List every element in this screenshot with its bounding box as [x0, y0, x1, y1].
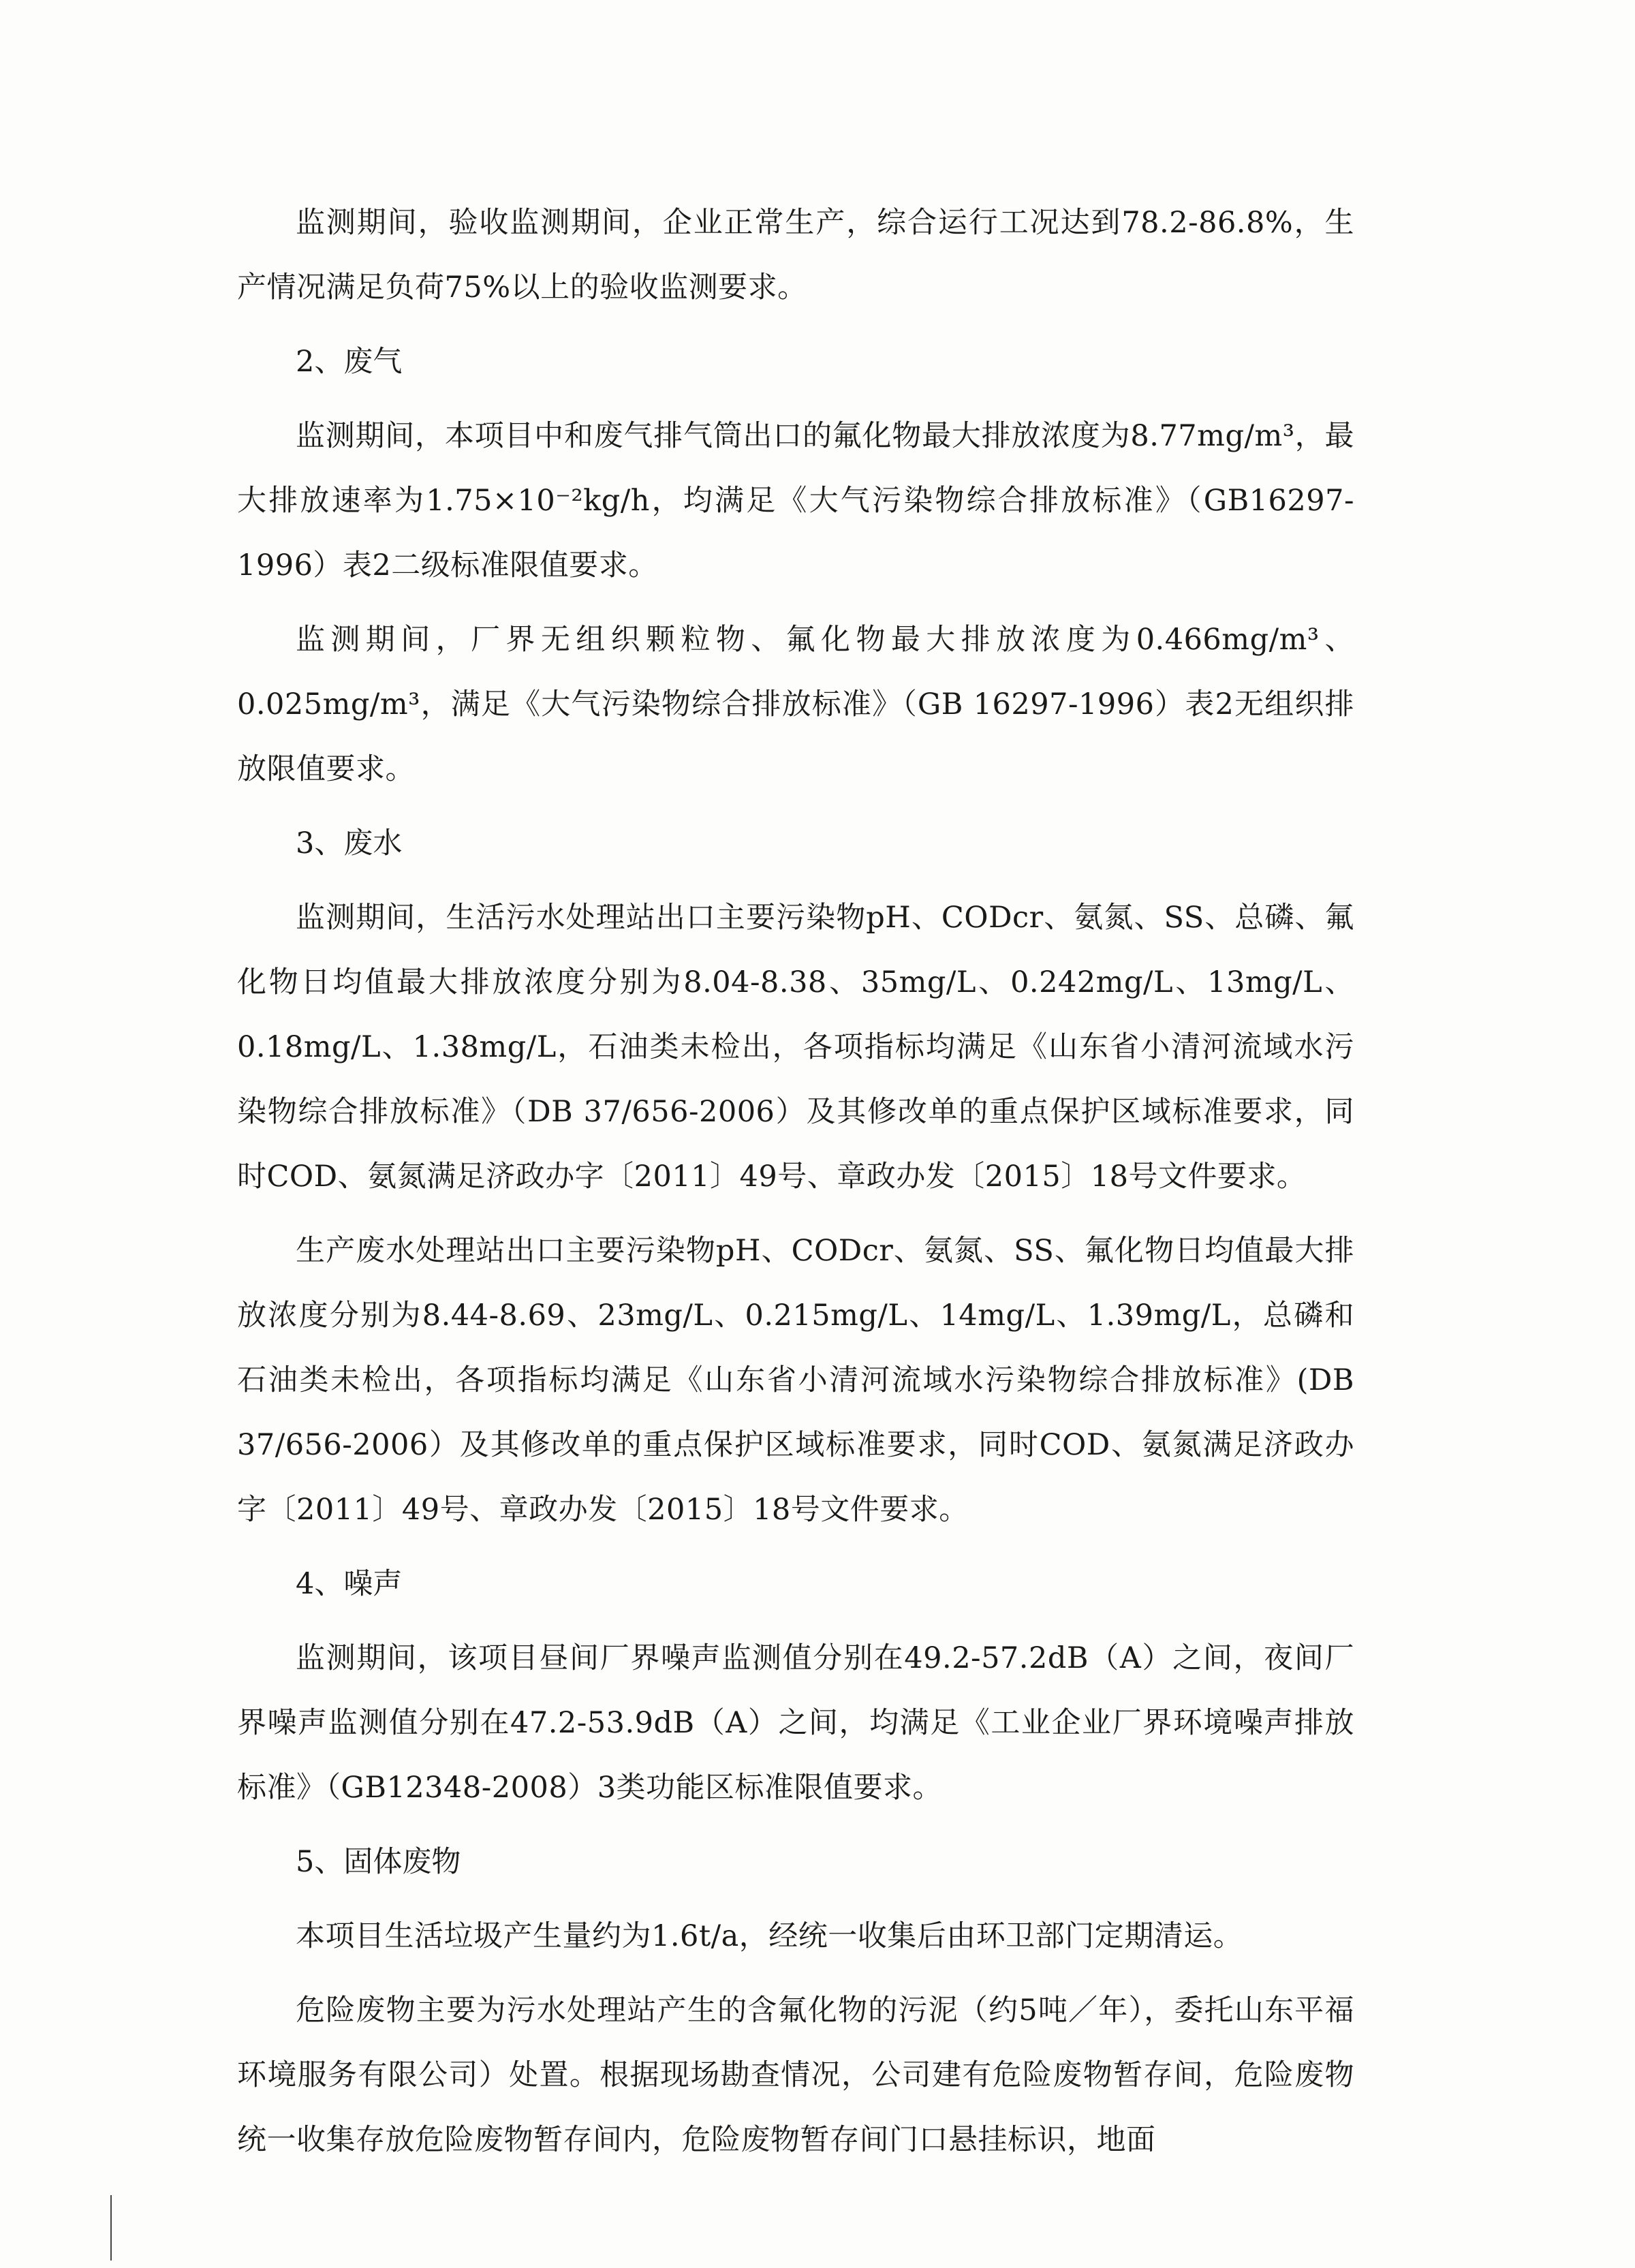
paragraph-waste-gas-stack: 监测期间，本项目中和废气排气筒出口的氟化物最大排放浓度为8.77mg/m³，最大排放速率为1.75×10⁻²kg/h，均满足《大气污染物综合排放标准》（GB16297-1996）表2二级标准限值要求。: [237, 419, 1354, 582]
section-heading-waste-gas: 2、废气: [296, 345, 403, 379]
paragraph-hazardous-waste: 危险废物主要为污水处理站产生的含氟化物的污泥（约5吨／年），委托山东平福环境服务有限公司）处置。根据现场勘查情况，公司建有危险废物暂存间，危险废物统一收集存放危险废物暂存间内，危险废物暂存间门口悬挂标识，地面: [237, 1993, 1354, 2157]
binding-margin-mark: [110, 2195, 112, 2261]
paragraph-noise: 监测期间，该项目昼间厂界噪声监测值分别在49.2-57.2dB（A）之间，夜间厂界噪声监测值分别在47.2-53.9dB（A）之间，均满足《工业企业厂界环境噪声排放标准》（GB12348-2008）3类功能区标准限值要求。: [237, 1641, 1354, 1805]
paragraph-domestic-sewage: 监测期间，生活污水处理站出口主要污染物pH、CODcr、氨氮、SS、总磷、氟化物日均值最大排放浓度分别为8.04-8.38、35mg/L、0.242mg/L、13mg/L、0.18mg/L、1.38mg/L，石油类未检出，各项指标均满足《山东省小清河流域水污染物综合排放标准》（DB 37/656-2006）及其修改单的重点保护区域标准要求，同时COD、氨氮满足济政办字〔2011〕49号、章政办发〔2015〕18号文件要求。: [237, 901, 1354, 1194]
paragraph-waste-gas-fugitive: 监测期间，厂界无组织颗粒物、氟化物最大排放浓度为0.466mg/m³、0.025mg/m³，满足《大气污染物综合排放标准》（GB 16297-1996）表2无组织排放限值要求。: [237, 623, 1354, 786]
section-heading-solid-waste: 5、固体废物: [296, 1845, 461, 1879]
paragraph-production-wastewater: 生产废水处理站出口主要污染物pH、CODcr、氨氮、SS、氟化物日均值最大排放浓度分别为8.44-8.69、23mg/L、0.215mg/L、14mg/L、1.39mg/L，总磷和石油类未检出，各项指标均满足《山东省小清河流域水污染物综合排放标准》(DB 37/656-2006）及其修改单的重点保护区域标准要求，同时COD、氨氮满足济政办字〔2011〕49号、章政办发〔2015〕18号文件要求。: [237, 1234, 1354, 1527]
section-heading-waste-water: 3、废水: [296, 826, 403, 860]
section-heading-noise: 4、噪声: [296, 1567, 403, 1601]
paragraph-operating-conditions: 监测期间，验收监测期间，企业正常生产，综合运行工况达到78.2-86.8%，生产情况满足负荷75%以上的验收监测要求。: [237, 206, 1354, 305]
document-body: [237, 191, 1354, 2182]
paragraph-domestic-garbage: 本项目生活垃圾产生量约为1.6t/a，经统一收集后由环卫部门定期清运。: [296, 1919, 1243, 1953]
